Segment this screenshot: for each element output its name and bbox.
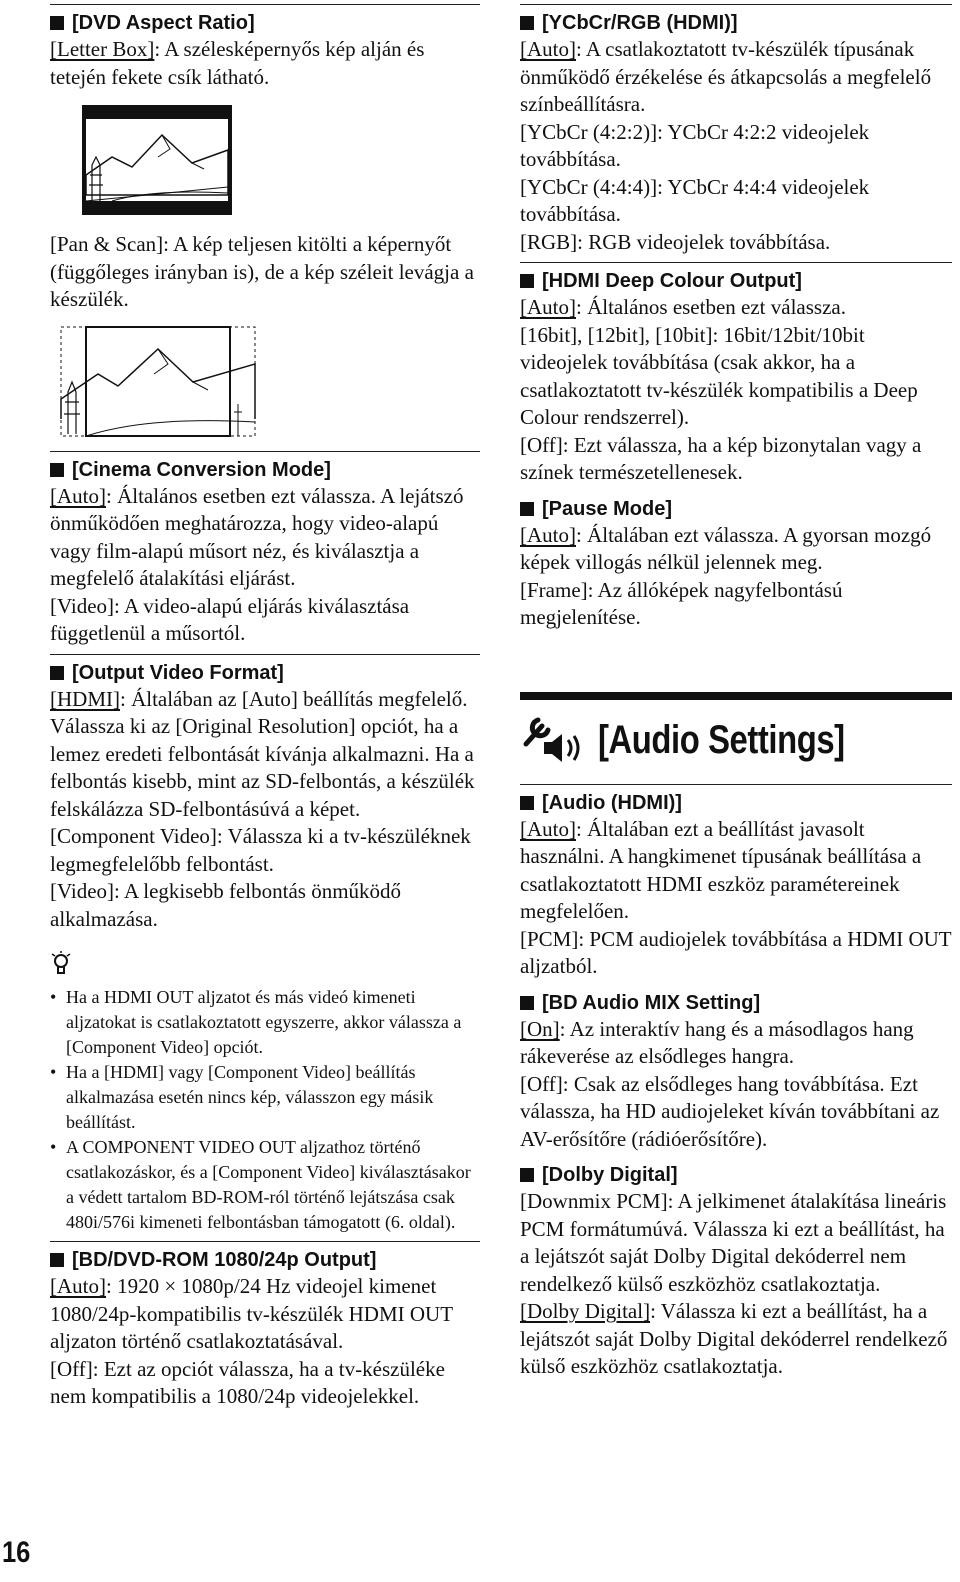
option-video: [Video]: A video-alapú eljárás kiválasztása függetlenül a műsortól. [50,593,410,645]
square-bullet-icon [520,274,534,288]
option-dolby-digital: [Dolby Digital]: Válassza ki ezt a beállítást, ha a lejátszót saját Dolby Digital dekóderrel rendelkező külső eszközhöz csatlakoztatja. [520,1299,948,1378]
wrench-speaker-icon [520,714,588,766]
option-auto: [Auto]: Általános esetben ezt válassza. [520,295,846,319]
option-auto: [Auto]: Általában ezt a beállítást javasolt használni. A hangkimenet típusának beállítása a csatlakoztatott HDMI eszköz paramétereinek megfelelően. [520,816,922,923]
option-rgb: [RGB]: RGB videojelek továbbítása. [520,229,831,254]
option-on: [On]: Az interaktív hang és a másodlagos hang rákeverése az elsődleges hangra. [520,1016,914,1068]
lightbulb-hint-icon [50,951,72,979]
option-letterbox: [Letter Box]: A szélesképernyős kép alján és tetején fekete csík látható. [50,37,425,89]
square-bullet-icon [520,996,534,1010]
section-heading: [Pause Mode] [520,497,952,521]
section-heading: [BD Audio MIX Setting] [520,991,952,1015]
section-output-video-format [50,654,480,1236]
option-component-video: [Component Video]: Válassza ki a tv-készüléknek legmegfelelőbb felbontást. [50,824,471,876]
option-hdmi: [HDMI]: Általában az [Auto] beállítás megfelelő. [50,686,468,711]
section-heading: [HDMI Deep Colour Output] [520,269,952,293]
section-bd-audio-mix-setting [520,991,952,1154]
option-auto: [Auto]: 1920 × 1080p/24 Hz videojel kimenet 1080/24p-kompatibilis tv-készülék HDMI OUT aljzaton történő csatlakoztatásával. [50,1274,453,1353]
left-column [50,0,480,1411]
section-bd-dvd-rom-1080-24p-output [50,1241,480,1411]
section-audio-hdmi [520,784,952,981]
option-pan-scan: [Pan & Scan]: A kép teljesen kitölti a képernyőt (függőleges irányban is), de a kép széleit levágja a készülék. [50,232,474,311]
section-ycbcr-rgb-hdmi [520,4,952,256]
option-pcm: [PCM]: PCM audiojelek továbbítása a HDMI OUT aljzatból. [520,926,952,978]
section-dvd-aspect-ratio [50,4,480,439]
square-bullet-icon [50,16,64,30]
hint-note-item: • Ha a [HDMI] vagy [Component Video] beállítás alkalmazása esetén nincs kép, válasszon egy másik beállítást. [50,1060,480,1135]
original-resolution-text: Válassza ki az [Original Resolution] opciót, ha a lemez eredeti felbontását kívánja alkalmazni. Ha a felbontás kisebb, mint az SD-felbontás, a készülék felskálázza SD-felbontásúvá a képet. [50,714,475,821]
option-auto: [Auto]: Általános esetben ezt válassza. A lejátszó önműködően meghatározza, hogy video-alapú vagy film-alapú műsort néz, és kiválasztja a megfelelő átalakítási eljárást. [50,483,464,590]
section-heading: [YCbCr/RGB (HDMI)] [520,11,952,35]
page-number: 16 [2,1536,31,1569]
square-bullet-icon [50,1253,64,1267]
option-downmix-pcm: [Downmix PCM]: A jelkimenet átalakítása lineáris PCM formátumúvá. Válassza ki ezt a beállítást, ha a lejátszót saját Dolby Digital dekóderrel nem rendelkező külső eszközhöz csatlakoztatja. [520,1189,947,1296]
section-heading: [BD/DVD-ROM 1080/24p Output] [50,1248,480,1272]
audio-settings-banner [520,692,952,784]
section-dolby-digital [520,1163,952,1381]
option-off: [Off]: Csak az elsődleges hang továbbítása. Ezt válassza, ha HD audiojeleket kíván továbbítani az AV-erősítőre (rádióerősítőre). [520,1071,940,1151]
section-heading: [DVD Aspect Ratio] [50,11,480,35]
option-ycbcr-444: [YCbCr (4:4:4)]: YCbCr 4:4:4 videojelek továbbítása. [520,174,870,226]
section-pause-mode [520,497,952,632]
option-bit-depth: [16bit], [12bit], [10bit]: 16bit/12bit/10bit videojelek továbbítása (csak akkor, ha a csatlakoztatott tv-készülék kompatibilis a Deep Colour rendszerrel). [520,322,918,429]
audio-settings-title: [Audio Settings] [598,717,845,762]
option-auto: [Auto]: Általában ezt válassza. A gyorsan mozgó képek villogás nélkül jelennek meg. [520,522,932,574]
section-heading: [Cinema Conversion Mode] [50,458,480,482]
section-heading: [Output Video Format] [50,661,480,685]
section-heading: [Dolby Digital] [520,1163,952,1187]
option-video: [Video]: A legkisebb felbontás önműködő alkalmazása. [50,879,402,931]
square-bullet-icon [50,463,64,477]
section-heading: [Audio (HDMI)] [520,791,952,815]
hint-note-item: • Ha a HDMI OUT aljzatot és más videó kimeneti aljzatokat is csatlakoztatott egyszerre, akkor válassza a [Component Video] opciót. [50,985,480,1060]
pan-scan-illustration-icon [58,324,258,439]
section-hdmi-deep-colour-output [520,262,952,487]
hint-notes-list [50,985,480,1235]
square-bullet-icon [50,666,64,680]
square-bullet-icon [520,502,534,516]
hint-note-item: • A COMPONENT VIDEO OUT aljzathoz történő csatlakozáskor, és a [Component Video] kiválasztásakor a védett tartalom BD-ROM-ról történő lejátszása csak 480i/576i kimeneti felbontásban támogatott (6. oldal). [50,1135,480,1235]
option-off: [Off]: Ezt az opciót válassza, ha a tv-készüléke nem kompatibilis a 1080/24p videojelekkel. [50,1356,445,1408]
right-column [520,0,952,1381]
letterbox-illustration-icon [82,105,232,215]
option-frame: [Frame]: Az állóképek nagyfelbontású megjelenítése. [520,577,843,629]
option-ycbcr-422: [YCbCr (4:2:2)]: YCbCr 4:2:2 videojelek továbbítása. [520,119,870,171]
square-bullet-icon [520,796,534,810]
section-cinema-conversion-mode [50,451,480,648]
option-auto: [Auto]: A csatlakoztatott tv-készülék típusának önműködő érzékelése és átkapcsolás a megfelelő színbeállításra. [520,37,932,116]
square-bullet-icon [520,16,534,30]
square-bullet-icon [520,1168,534,1182]
option-off: [Off]: Ezt válassza, ha a kép bizonytalan vagy a színek természetellenesek. [520,432,922,484]
